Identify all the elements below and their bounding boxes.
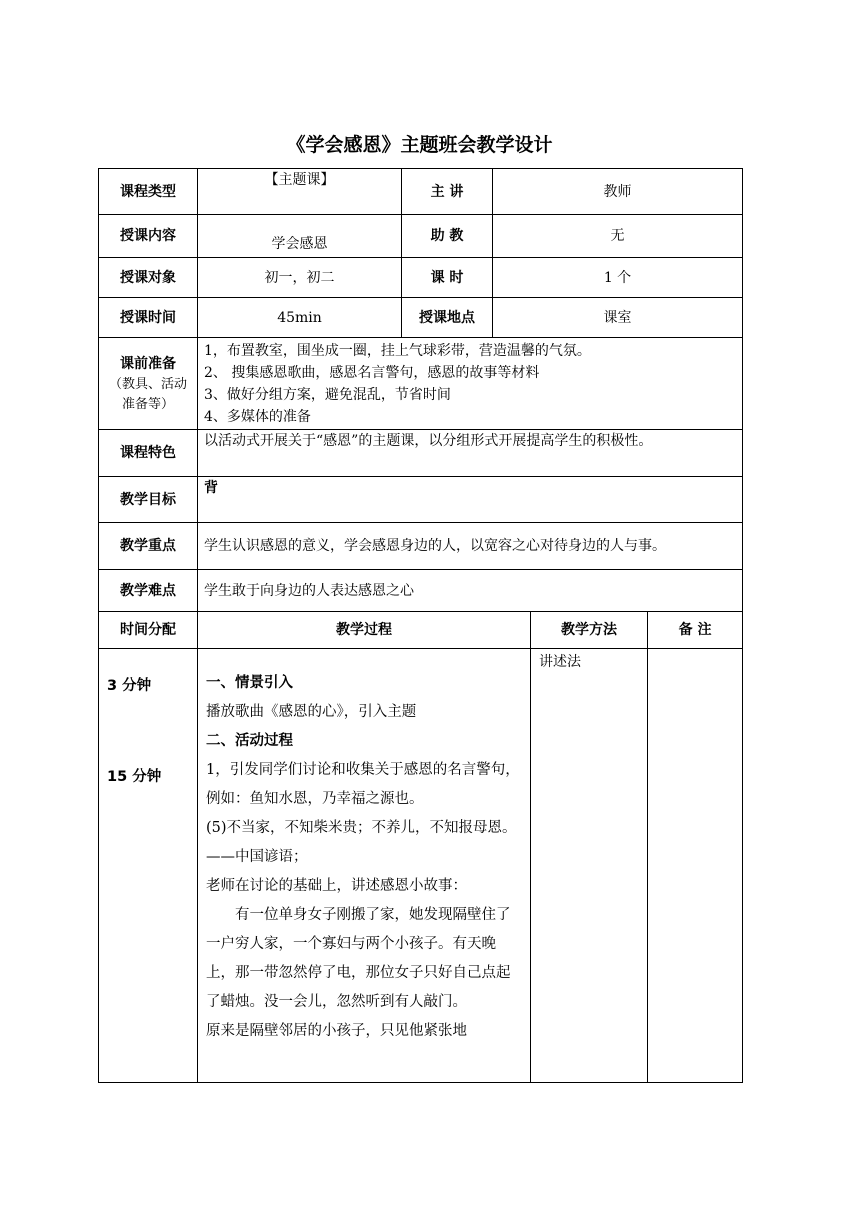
lecturer-label: 主 讲 [402,169,493,215]
place-label: 授课地点 [402,298,493,338]
lesson-plan-table [98,168,743,1083]
preparation-value [198,338,743,430]
hours-value: 1 个 [493,258,743,298]
process-paragraph: 播放歌曲《感恩的心》，引入主题 [206,704,417,720]
row-goal [99,477,743,523]
section-heading-intro: 一、情景引入 [206,675,293,691]
time-value: 45min [198,298,402,338]
target-label: 授课对象 [99,258,198,298]
preparation-label [99,338,198,430]
preparation-label-sub: （教具、活动准备等） [108,376,187,412]
row-feature [99,430,743,477]
course-type-label: 课程类型 [99,169,198,215]
row-difficulty [99,570,743,612]
prep-line: 3、做好分组方案，避免混乱，节省时间 [204,387,451,403]
row-preparation [99,338,743,430]
key-point-value: 学生认识感恩的意义，学会感恩身边的人，以宽容之心对待身边的人与事。 [198,523,743,570]
process-header-row [99,612,743,649]
process-paragraph: (5)不当家，不知柴米贵；不养儿，不知报母恩。——中国谚语； [206,820,517,865]
story-paragraph: 有一位单身女子刚搬了家，她发现隔壁住了一户穷人家，一个寡妇与两个小孩子。有天晚上，那一带忽然停了电，那位女子只好自己点起了蜡烛。没一会儿，忽然听到有人敲门。 [206,907,511,1010]
process-note-cell [648,649,743,1083]
content-label: 授课内容 [99,215,198,258]
place-value: 课室 [493,298,743,338]
process-header-note: 备 注 [648,612,743,649]
hours-label: 课 时 [402,258,493,298]
lecturer-value: 教师 [493,169,743,215]
process-paragraph: 老师在讨论的基础上，讲述感恩小故事： [206,878,467,894]
assistant-label: 助 教 [402,215,493,258]
key-point-label: 教学重点 [99,523,198,570]
process-paragraph: 1，引发同学们讨论和收集关于感恩的名言警句，例如：鱼知水恩，乃幸福之源也。 [206,762,520,807]
row-key-point [99,523,743,570]
feature-label: 课程特色 [99,430,198,477]
page-title: 《学会感恩》主题班会教学设计 [286,134,553,156]
process-method-cell: 讲述法 [531,649,648,1083]
time-label: 授课时间 [99,298,198,338]
section-heading-activity: 二、活动过程 [206,733,293,749]
time-allocation-1: 3 分钟 [107,678,152,694]
row-target [99,258,743,298]
prep-line: 4、多媒体的准备 [204,409,311,425]
row-time [99,298,743,338]
row-course-type [99,169,743,215]
process-header-process: 教学过程 [198,612,531,649]
preparation-label-main: 课前准备 [120,355,176,372]
assistant-value: 无 [493,215,743,258]
goal-value: 背 [198,477,743,523]
row-content [99,215,743,258]
goal-label: 教学目标 [99,477,198,523]
course-type-value: 【主题课】 [198,169,402,215]
difficulty-label: 教学难点 [99,570,198,612]
process-content-cell [198,649,531,1083]
process-body-row [99,649,743,1083]
process-time-cell [99,649,198,1083]
time-allocation-2: 15 分钟 [107,769,162,785]
feature-value: 以活动式开展关于“感恩”的主题课，以分组形式开展提高学生的积极性。 [198,430,743,477]
prep-line: 1，布置教室，围坐成一圈，挂上气球彩带，营造温馨的气氛。 [204,343,591,359]
process-header-time: 时间分配 [99,612,198,649]
difficulty-value: 学生敢于向身边的人表达感恩之心 [198,570,743,612]
content-value: 学会感恩 [198,215,402,258]
story-paragraph: 原来是隔壁邻居的小孩子，只见他紧张地 [206,1023,467,1039]
process-header-method: 教学方法 [531,612,648,649]
prep-line: 2、 搜集感恩歌曲，感恩名言警句，感恩的故事等材料 [204,365,540,381]
target-value: 初一，初二 [198,258,402,298]
